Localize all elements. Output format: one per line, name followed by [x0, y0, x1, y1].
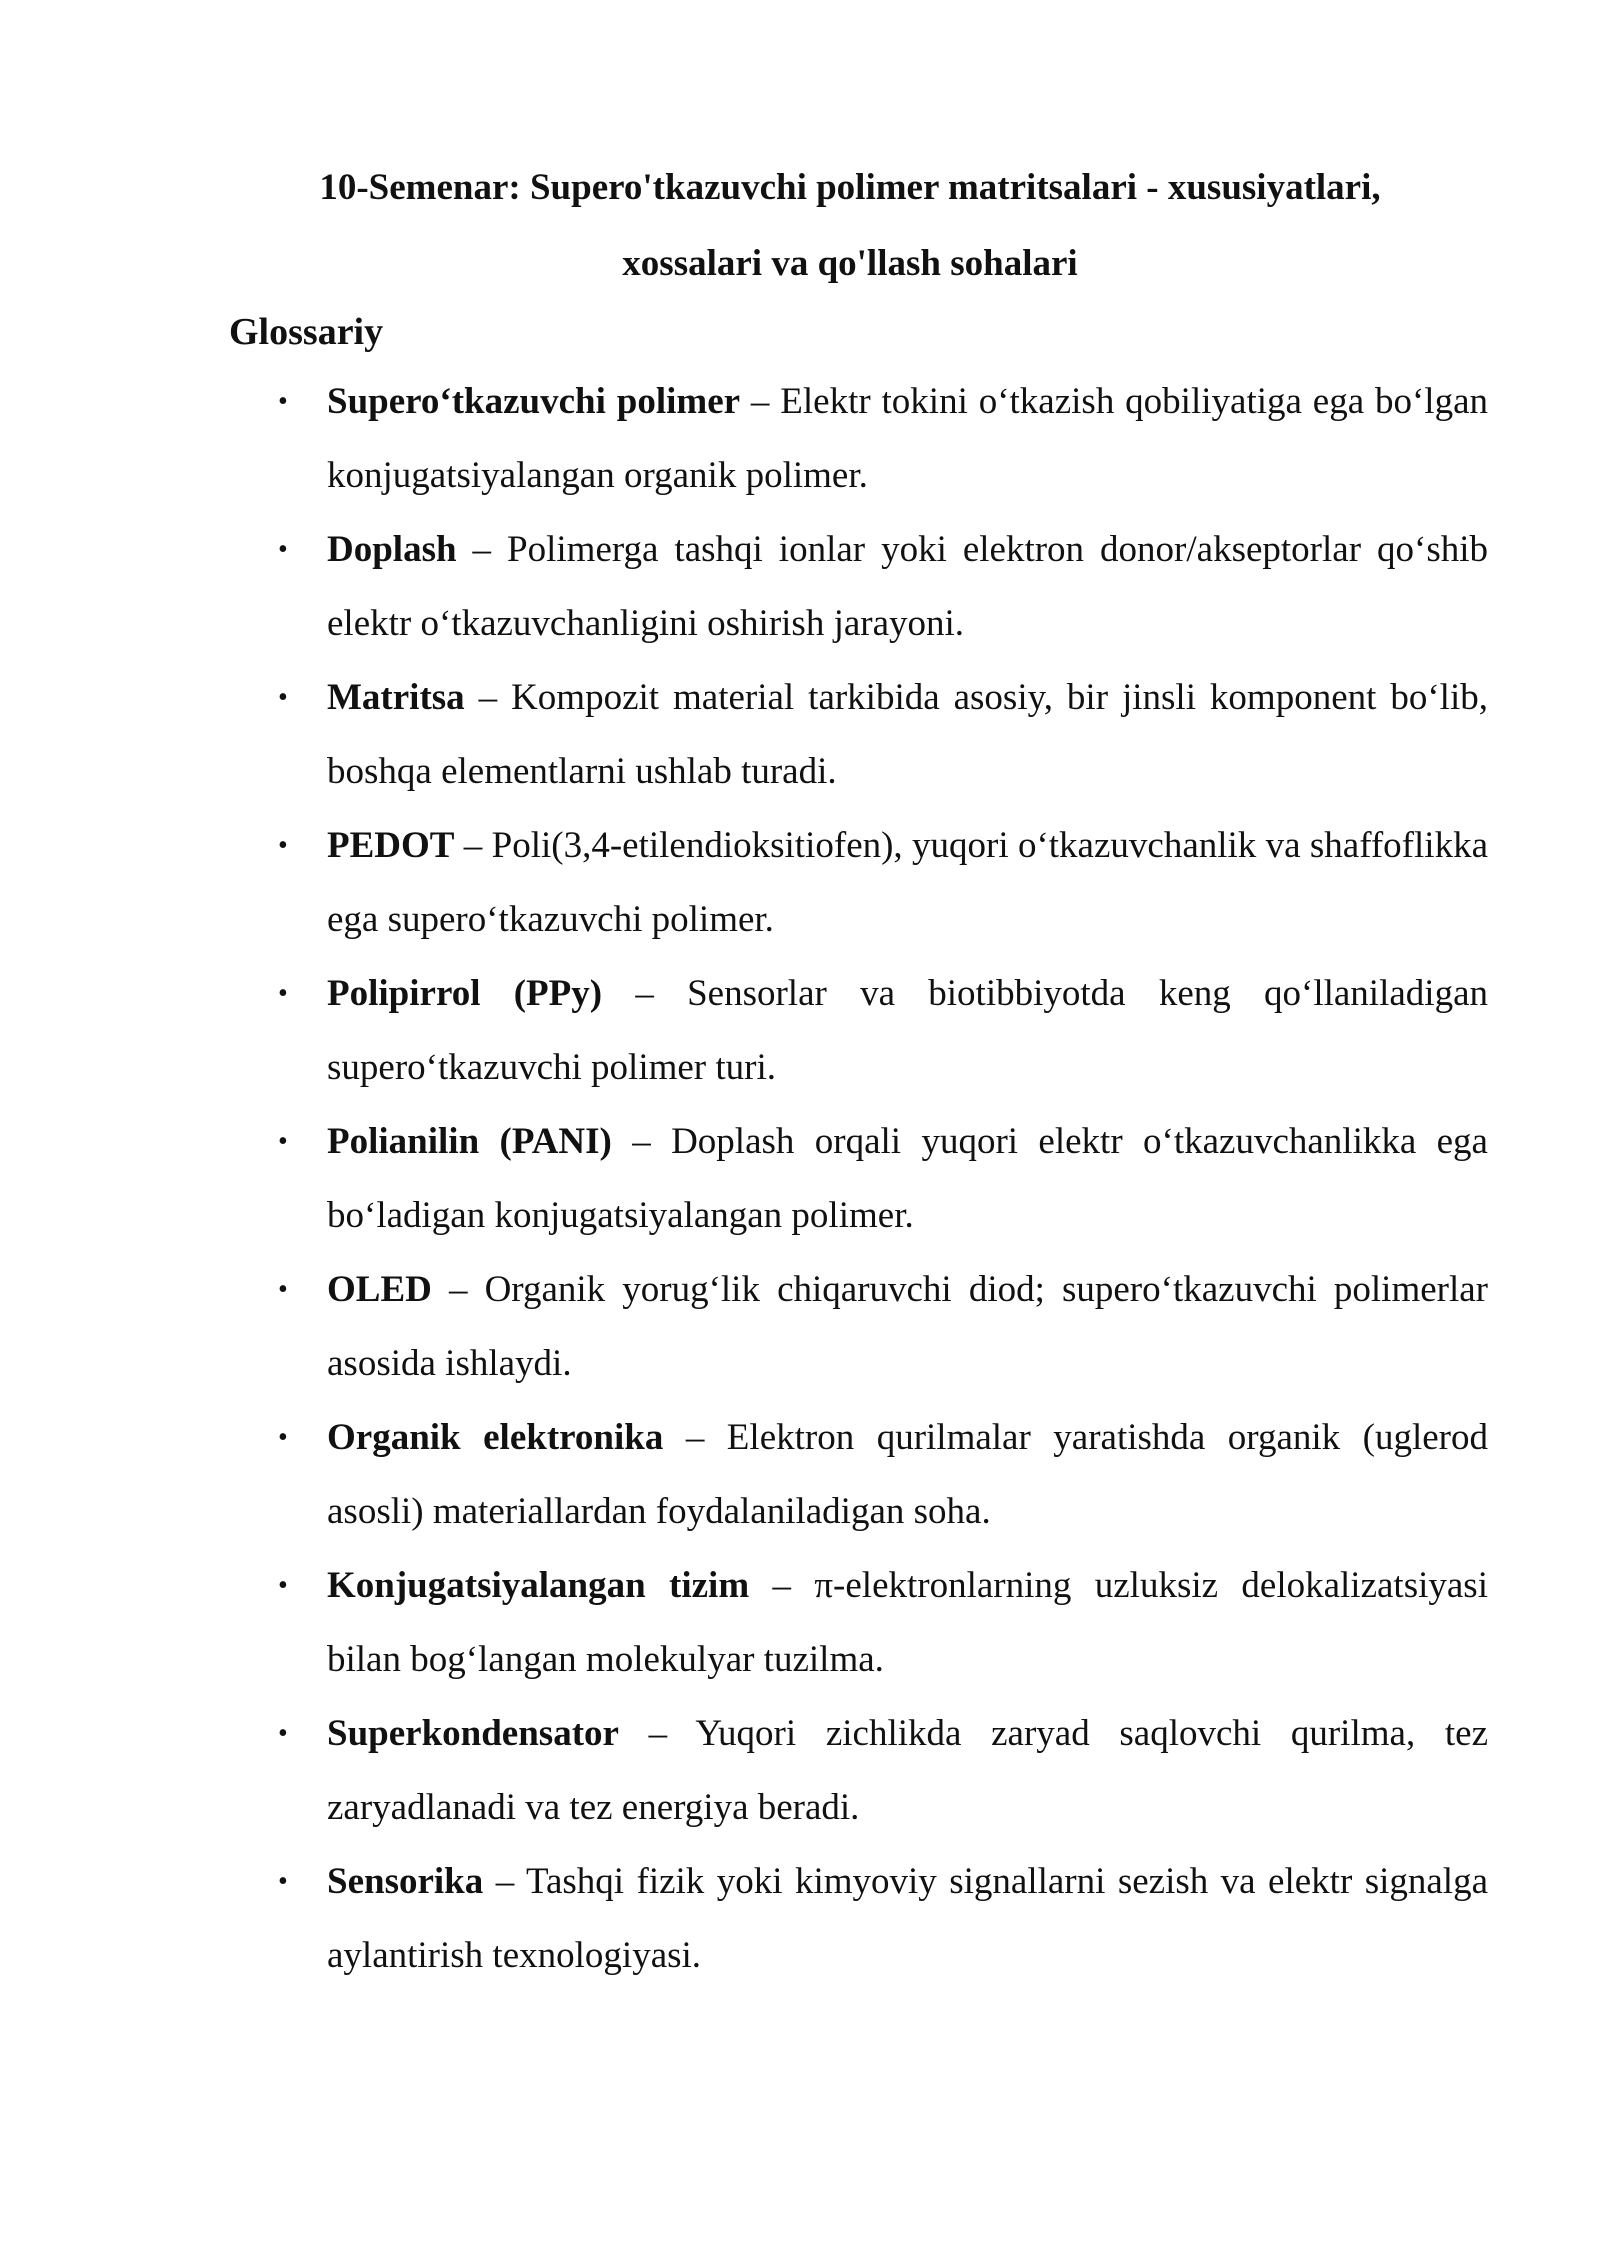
glossary-entry [278, 661, 1488, 809]
glossary-definition: – Elektr tokini o‘tkazish qobiliyatiga ega bo‘lgan konjugatsiyalangan organik polimer. [327, 381, 1488, 496]
glossary-definition: – Doplash orqali yuqori elektr o‘tkazuvchanlikka ega bo‘ladigan konjugatsiyalangan polimer. [327, 1121, 1488, 1236]
glossary-term: Sensorika [327, 1861, 484, 1902]
glossary-definition: – Poli(3,4-etilendioksitiofen), yuqori o‘tkazuvchanlik va shaffoflikka ega supero‘tkazuvchi polimer. [327, 825, 1488, 940]
glossary-entry [278, 809, 1488, 957]
bullet-icon: • [278, 978, 288, 1009]
glossary-entry [278, 1253, 1488, 1401]
glossary-definition: – Polimerga tashqi ionlar yoki elektron donor/akseptorlar qo‘shib elektr o‘tkazuvchanligini oshirish jarayoni. [327, 529, 1488, 644]
glossary-term: Organik elektronika [327, 1417, 664, 1458]
glossary-term: Konjugatsiyalangan tizim [327, 1565, 750, 1606]
glossary-definition: – Kompozit material tarkibida asosiy, bir jinsli komponent bo‘lib, boshqa elementlarni ushlab turadi. [327, 677, 1488, 792]
glossary-term: Supero‘tkazuvchi polimer [327, 381, 741, 422]
glossary-term: Matritsa [327, 677, 465, 718]
glossary-term: OLED [327, 1269, 432, 1310]
bullet-icon: • [278, 534, 288, 565]
glossary-definition: – π-elektronlarning uzluksiz delokalizatsiyasi bilan bog‘langan molekulyar tuzilma. [327, 1565, 1488, 1680]
bullet-icon: • [278, 1718, 288, 1749]
glossary-definition: – Tashqi fizik yoki kimyoviy signallarni sezish va elektr signalga aylantirish texnologiyasi. [327, 1861, 1488, 1976]
bullet-icon: • [278, 682, 288, 713]
title-line-2: xossalari va qo'llash sohalari [622, 243, 1078, 284]
glossary-entry [278, 1401, 1488, 1549]
bullet-icon: • [278, 1866, 288, 1897]
glossary-heading: Glossariy [229, 311, 384, 353]
glossary-term: Doplash [327, 529, 457, 570]
glossary-term: Polipirrol (PPy) [327, 973, 603, 1014]
title-line-1: 10-Semenar: Supero'tkazuvchi polimer matritsalari - xususiyatlari, [319, 167, 1381, 208]
glossary-entry [278, 1845, 1488, 1993]
bullet-icon: • [278, 1422, 288, 1453]
glossary-entry [278, 1697, 1488, 1845]
glossary-entry [278, 1549, 1488, 1697]
document-title [200, 150, 1500, 302]
glossary-term: Polianilin (PANI) [327, 1121, 612, 1162]
bullet-icon: • [278, 1126, 288, 1157]
bullet-icon: • [278, 386, 288, 417]
glossary-entry [278, 365, 1488, 513]
glossary-definition: – Elektron qurilmalar yaratishda organik (uglerod asosli) materiallardan foydalaniladigan soha. [327, 1417, 1488, 1532]
bullet-icon: • [278, 1274, 288, 1305]
bullet-icon: • [278, 830, 288, 861]
glossary-entry [278, 1105, 1488, 1253]
glossary-entry [278, 957, 1488, 1105]
glossary-entry [278, 513, 1488, 661]
glossary-term: Superkondensator [327, 1713, 619, 1754]
glossary-definition: – Organik yorug‘lik chiqaruvchi diod; supero‘tkazuvchi polimerlar asosida ishlaydi. [327, 1269, 1488, 1384]
glossary-list [0, 365, 1600, 1993]
glossary-definition: – Yuqori zichlikda zaryad saqlovchi qurilma, tez zaryadlanadi va tez energiya beradi. [327, 1713, 1488, 1828]
glossary-term: PEDOT [327, 825, 455, 866]
glossary-definition: – Sensorlar va biotibbiyotda keng qo‘llaniladigan supero‘tkazuvchi polimer turi. [327, 973, 1488, 1088]
bullet-icon: • [278, 1570, 288, 1601]
